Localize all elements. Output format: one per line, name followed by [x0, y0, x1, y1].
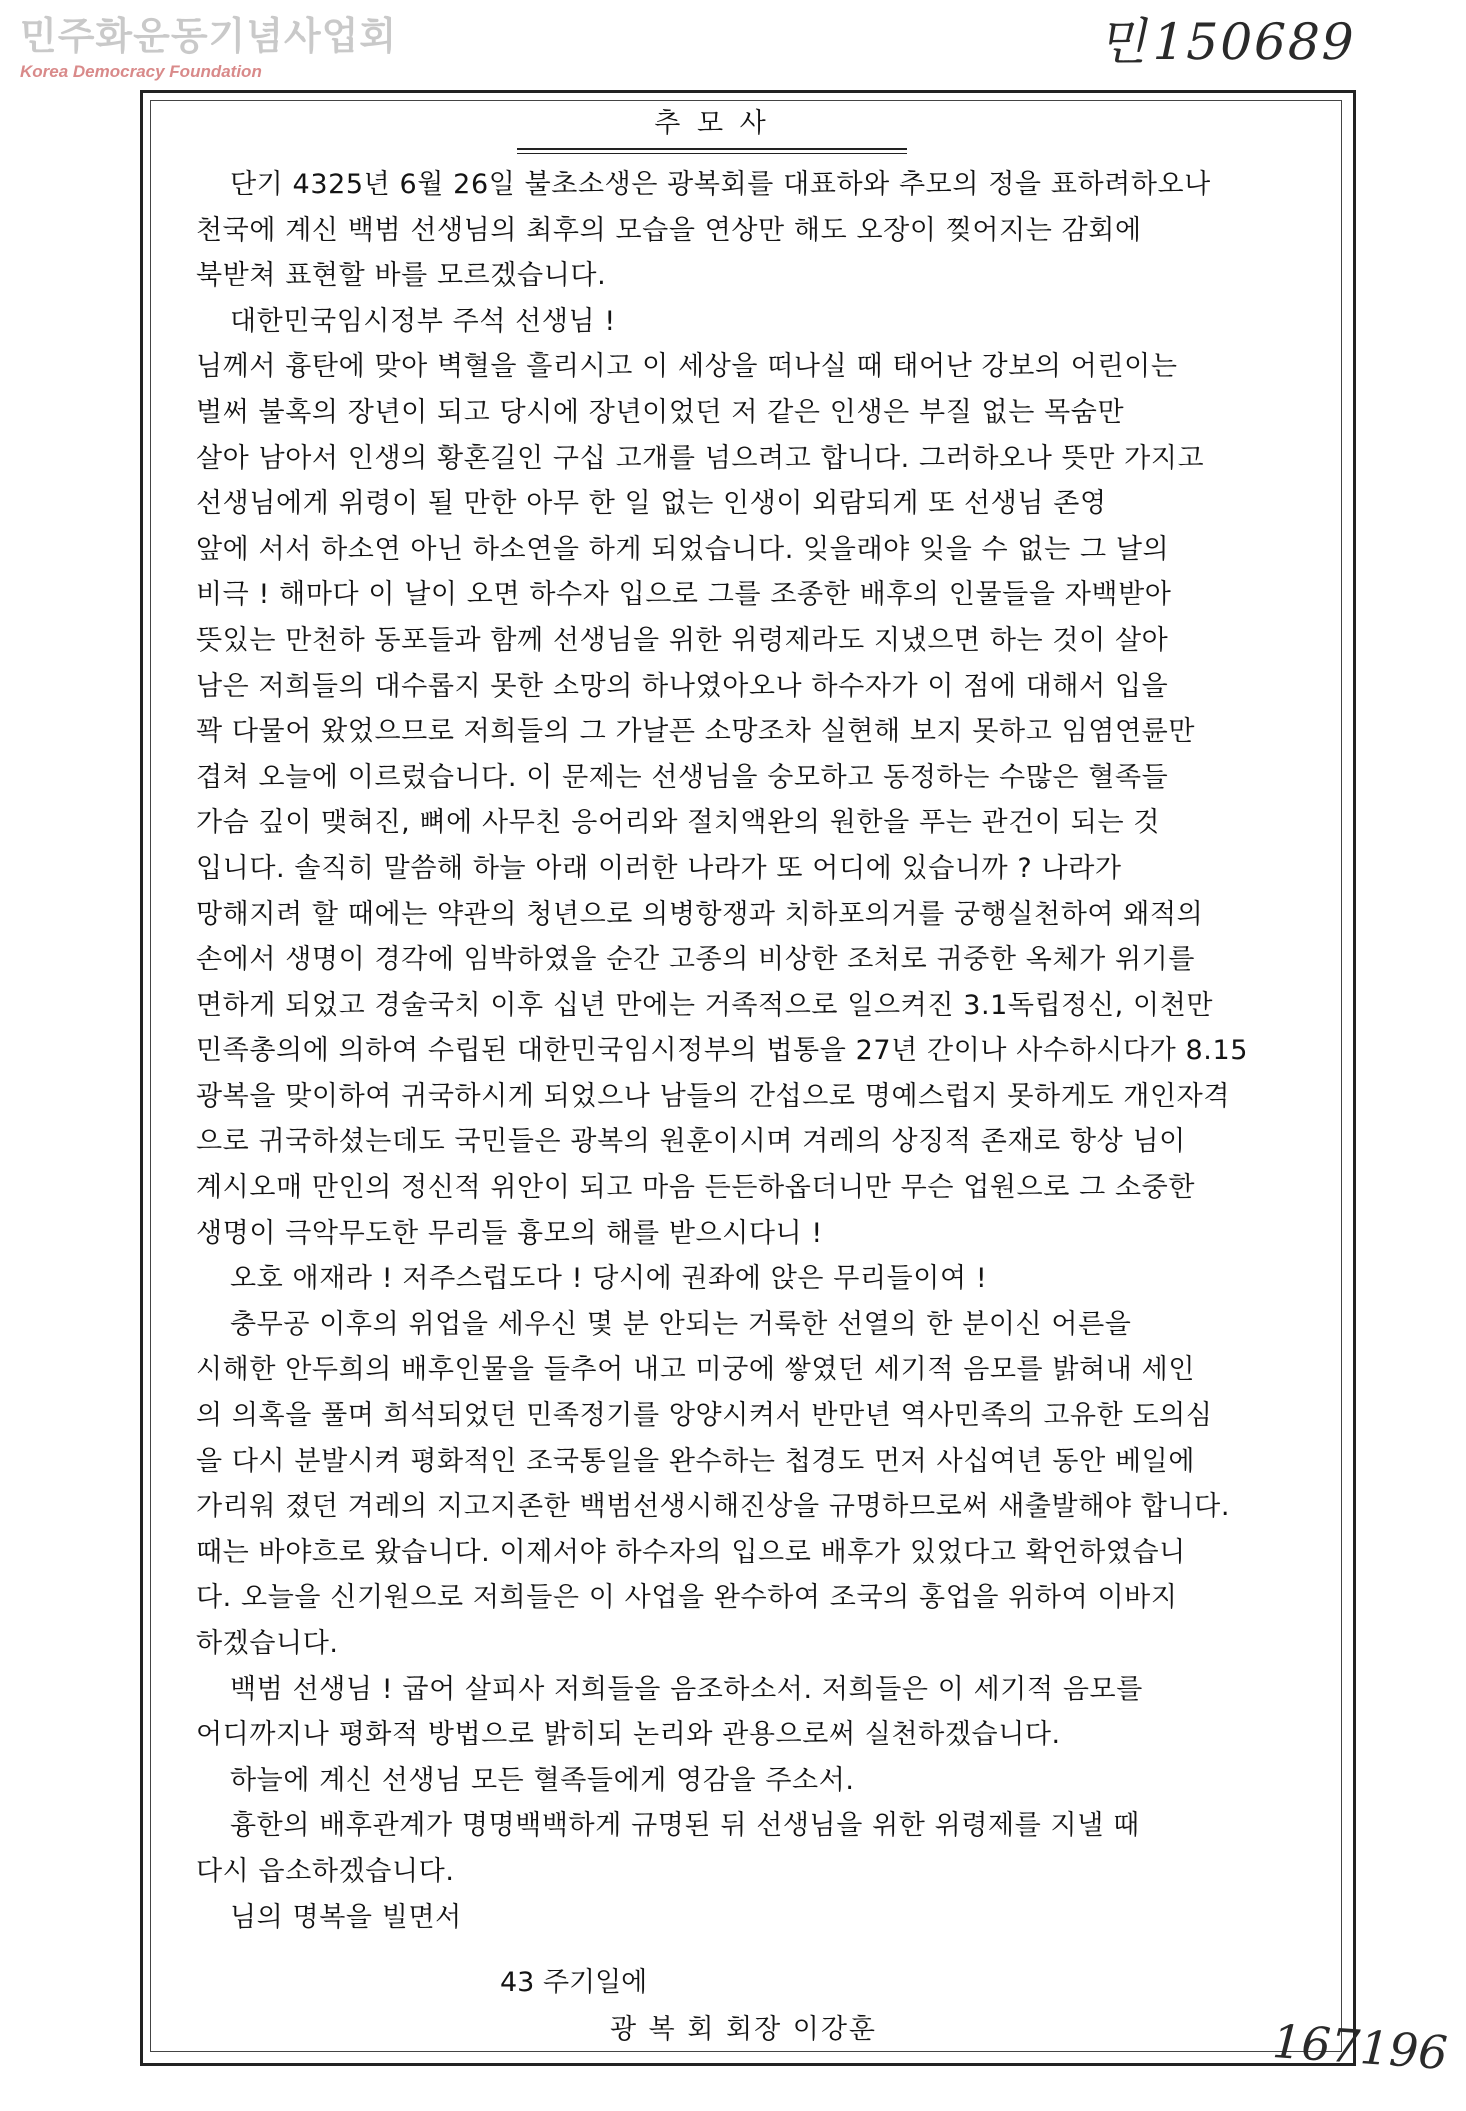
- body-line: 가리워 졌던 겨레의 지고지존한 백범선생시해진상을 규명하므로써 새출발해야 합니다.: [196, 1491, 1231, 1523]
- body-line: 살아 남아서 인생의 황혼길인 구십 고개를 넘으려고 합니다. 그러하오나 뜻만 가지고: [196, 442, 1205, 474]
- body-line: 천국에 계신 백범 선생님의 최후의 모습을 연상만 해도 오장이 찢어지는 감회에: [196, 214, 1142, 246]
- watermark-english: Korea Democracy Foundation: [20, 62, 262, 81]
- body-line: 남은 저희들의 대수롭지 못한 소망의 하나였아오나 하수자가 이 점에 대해서 입을: [196, 670, 1169, 702]
- body-line: 흉한의 배후관계가 명명백백하게 규명된 뒤 선생님을 위한 위령제를 지낼 때: [230, 1810, 1140, 1842]
- body-line: 손에서 생명이 경각에 임박하였을 순간 고종의 비상한 조처로 귀중한 옥체가 위기를: [196, 944, 1196, 976]
- body-line: 님께서 흉탄에 맞아 벽혈을 흘리시고 이 세상을 떠나실 때 태어난 강보의 어린이는: [196, 351, 1178, 383]
- body-line: 광복을 맞이하여 귀국하시게 되었으나 남들의 간섭으로 명예스럽지 못하게도 개인자격: [196, 1080, 1231, 1112]
- title-underline-thin: [517, 153, 907, 154]
- body-line: 충무공 이후의 위업을 세우신 몇 분 안되는 거룩한 선열의 한 분이신 어른을: [230, 1308, 1132, 1340]
- body-line: 가슴 깊이 맺혀진, 뼈에 사무친 응어리와 절치액완의 원한을 푸는 관건이 되는 것: [196, 807, 1161, 839]
- body-line: 생명이 극악무도한 무리들 흉모의 해를 받으시다니 !: [196, 1217, 823, 1249]
- body-line: 다. 오늘을 신기원으로 저희들은 이 사업을 완수하여 조국의 홍업을 위하여 이바지: [196, 1582, 1178, 1614]
- body-line: 하겠습니다.: [196, 1628, 339, 1659]
- body-line: 북받쳐 표현할 바를 모르겠습니다.: [196, 260, 607, 292]
- body-line: 백범 선생님 ! 굽어 살피사 저희들을 음조하소서. 저희들은 이 세기적 음모를: [230, 1673, 1143, 1705]
- title-underline: [517, 148, 907, 150]
- body-line: 비극 ! 해마다 이 날이 오면 하수자 입으로 그를 조종한 배후의 인물들을 자백받아: [196, 579, 1172, 611]
- handwritten-page-number: 167196: [1265, 2014, 1455, 2080]
- body-line: 으로 귀국하셨는데도 국민들은 광복의 원훈이시며 겨레의 상징적 존재로 항상 님이: [196, 1126, 1186, 1158]
- body-line: 님의 명복을 빌면서: [230, 1901, 462, 1933]
- body-line: 을 다시 분발시켜 평화적인 조국통일을 완수하는 첩경도 먼저 사십여년 동안 베일에: [196, 1445, 1196, 1477]
- body-line: 어디까지나 평화적 방법으로 밝히되 논리와 관용으로써 실천하겠습니다.: [196, 1719, 1061, 1751]
- body-line: 면하게 되었고 경술국치 이후 십년 만에는 거족적으로 일으켜진 3.1독립정신, 이천만: [196, 989, 1214, 1021]
- body-line: 단기 4325년 6월 26일 불초소생은 광복회를 대표하와 추모의 정을 표하려하오나: [230, 169, 1211, 200]
- body-line: 때는 바야흐로 왔습니다. 이제서야 하수자의 입으로 배후가 있었다고 확언하였습니: [196, 1536, 1186, 1568]
- signature-line: 광 복 회 회장 이강훈: [610, 2014, 877, 2045]
- watermark-korean: 민주화운동기념사업회: [20, 14, 398, 58]
- body-line: 하늘에 계신 선생님 모든 혈족들에게 영감을 주소서.: [230, 1764, 855, 1796]
- body-line: 뜻있는 만천하 동포들과 함께 선생님을 위한 위령제라도 지냈으면 하는 것이 살아: [196, 624, 1169, 656]
- body-line: 의 의혹을 풀며 희석되었던 민족정기를 앙양시켜서 반만년 역사민족의 고유한 도의심: [196, 1400, 1213, 1432]
- body-line: 다시 읍소하겠습니다.: [196, 1855, 455, 1887]
- body-line: 앞에 서서 하소연 아닌 하소연을 하게 되었습니다. 잊을래야 잊을 수 없는 그 날의: [196, 533, 1170, 565]
- body-line: 입니다. 솔직히 말씀해 하늘 아래 이러한 나라가 또 어디에 있습니까 ? 나라가: [196, 852, 1122, 884]
- watermark: [20, 14, 397, 82]
- body-line: 계시오매 만인의 정신적 위안이 되고 마음 든든하옵더니만 무슨 업원으로 그 소중한: [196, 1172, 1196, 1204]
- body-line: 선생님에게 위령이 될 만한 아무 한 일 없는 인생이 외람되게 또 선생님 존영: [196, 488, 1107, 520]
- date-line: 43 주기일에: [500, 1967, 648, 1998]
- body-line: 시해한 안두희의 배후인물을 들추어 내고 미궁에 쌓였던 세기적 음모를 밝혀내 세인: [196, 1354, 1196, 1386]
- body-line: 민족총의에 의하여 수립된 대한민국임시정부의 법통을 27년 간이나 사수하시다가 8.15: [196, 1035, 1249, 1067]
- handwritten-archive-number: 민150689: [1095, 13, 1362, 71]
- body-line: 겹쳐 오늘에 이르렀습니다. 이 문제는 선생님을 숭모하고 동정하는 수많은 혈족들: [196, 761, 1169, 793]
- body-line: 대한민국임시정부 주석 선생님 !: [230, 305, 616, 337]
- body-line: 꽉 다물어 왔었으므로 저희들의 그 가날픈 소망조차 실현해 보지 못하고 임염연륜만: [196, 716, 1196, 748]
- document-body: [196, 162, 1281, 1940]
- body-line: 벌써 불혹의 장년이 되고 당시에 장년이었던 저 같은 인생은 부질 없는 목숨만: [196, 396, 1125, 428]
- body-line: 망해지려 할 때에는 약관의 청년으로 의병항쟁과 치하포의거를 궁행실천하여 왜적의: [196, 898, 1204, 930]
- body-line: 오호 애재라 ! 저주스럽도다 ! 당시에 권좌에 앉은 무리들이여 !: [230, 1263, 988, 1295]
- document-title: 추 모 사: [654, 108, 770, 139]
